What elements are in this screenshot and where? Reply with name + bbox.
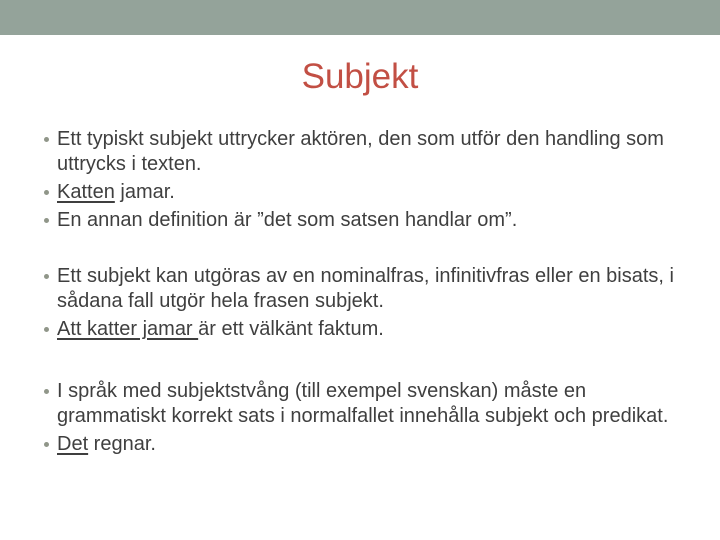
bullet-text: Att katter jamar är ett välkänt faktum. — [57, 318, 384, 340]
bullet-item — [43, 317, 683, 342]
bullet-icon — [44, 218, 49, 223]
bullet-item — [43, 432, 683, 457]
bullet-group-2 — [43, 264, 683, 345]
bullet-text: Ett subjekt kan utgöras av en nominalfras, infinitivfras eller en bisats, i sådana fall utgör hela frasen subjekt. — [57, 265, 674, 312]
bullet-icon — [44, 442, 49, 447]
bullet-item — [43, 180, 683, 205]
bullet-text: En annan definition är ”det som satsen handlar om”. — [57, 209, 518, 231]
slide-header-bar — [0, 0, 720, 35]
bullet-group-3 — [43, 379, 683, 460]
bullet-item — [43, 127, 683, 177]
bullet-item — [43, 264, 683, 314]
bullet-icon — [44, 327, 49, 332]
bullet-icon — [44, 389, 49, 394]
bullet-text: Det regnar. — [57, 433, 156, 455]
bullet-item — [43, 208, 683, 233]
bullet-icon — [44, 190, 49, 195]
bullet-icon — [44, 137, 49, 142]
bullet-text: I språk med subjektstvång (till exempel svenskan) måste en grammatiskt korrekt sats i normalfallet innehålla subjekt och predikat. — [57, 380, 669, 427]
bullet-text: Ett typiskt subjekt uttrycker aktören, den som utför den handling som uttrycks i texten. — [57, 128, 664, 175]
bullet-icon — [44, 274, 49, 279]
slide-title: Subjekt — [301, 57, 419, 96]
bullet-text: Katten jamar. — [57, 181, 175, 203]
bullet-group-1 — [43, 127, 683, 236]
bullet-item — [43, 379, 683, 429]
